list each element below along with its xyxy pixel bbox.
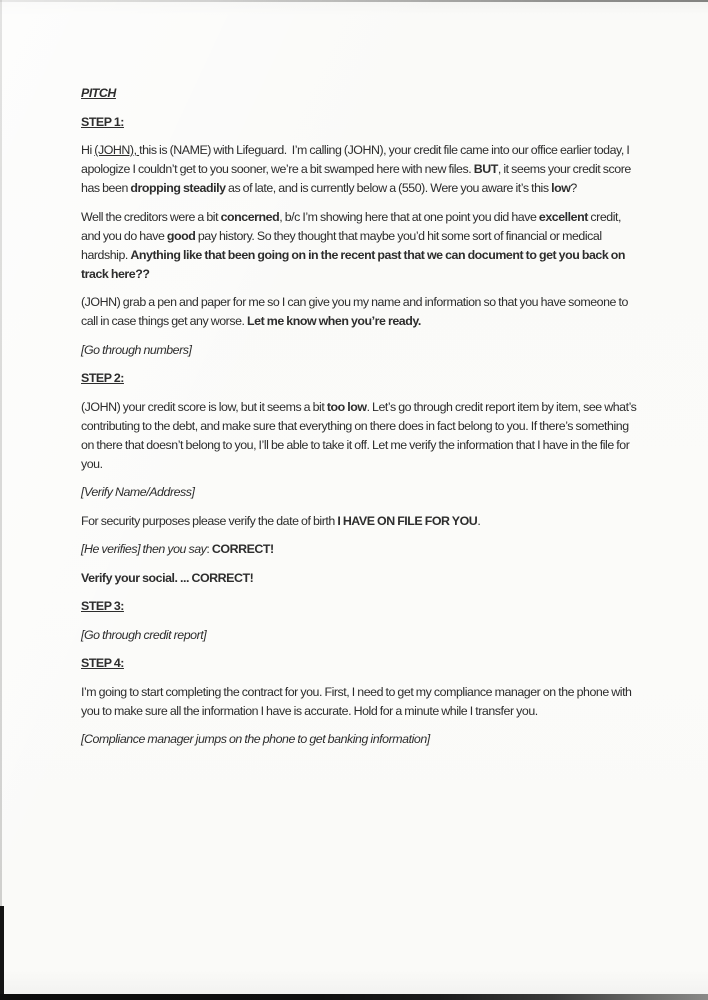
scan-edge-bottom [0, 994, 708, 1000]
step-2-paragraph-1: (JOHN) your credit score is low, but it seems a bit too low. Let’s go through credit report item by item, see what’s contributing to the debt, and make sure that everything on there does in fact belong to you. If there’s something on there that doesn’t belong to you, I’ll be able to take it off. Let me verify the information that I have in the file for you. [81, 399, 639, 471]
scan-edge-left-faint [0, 0, 2, 906]
stage-direction-verify-name-address: [Verify Name/Address] [81, 485, 195, 499]
stage-direction-go-through-credit-report: [Go through credit report] [81, 627, 207, 642]
step-1-heading: STEP 1: [81, 114, 124, 129]
step-2-line-verify-social: Verify your social. ... CORRECT! [81, 570, 254, 585]
step-1-paragraph-2: Well the creditors were a bit concerned, b/c I’m showing here that at one point you did have excellent credit, and you do have good pay history. So they thought that maybe you’d hit some sort of financial or medical hardship. Anything like that been going on in the recent past that we can document to get you back on track here?? [81, 209, 628, 281]
scan-edge-top [0, 0, 708, 2]
pitch-heading: PITCH [81, 86, 116, 100]
step-1-paragraph-3: (JOHN) grab a pen and paper for me so I can give you my name and information so that you have someone to call in case things get any worse. Let me know when you’re ready. [81, 295, 631, 328]
stage-direction-compliance-manager: [Compliance manager jumps on the phone to get banking information] [81, 732, 430, 746]
step-4-paragraph-1: I’m going to start completing the contract for you. First, I need to get my compliance manager on the phone with you to make sure all the information I have is accurate. Hold for a minute while I transfer you. [81, 684, 634, 718]
pitch-script [81, 84, 641, 759]
scan-edge-left [0, 906, 4, 1000]
step-3-heading: STEP 3: [81, 599, 124, 613]
step-2-line-verify-dob-correct: [He verifies] then you say: CORRECT! [81, 542, 274, 556]
step-4-heading: STEP 4: [81, 656, 124, 670]
step-2-paragraph-2: For security purposes please verify the date of birth I HAVE ON FILE FOR YOU. [81, 513, 481, 528]
step-1-paragraph-1: Hi (JOHN), this is (NAME) with Lifeguard. I’m calling (JOHN), your credit file came into our office earlier today, I apologize I couldn’t get to you sooner, we’re a bit swamped here with new files. BUT, it seems your credit score has been dropping steadily as of late, and is currently below a (550). Were you aware it’s this low? [81, 143, 634, 195]
stage-direction-go-through-numbers: [Go through numbers] [81, 342, 192, 357]
step-2-heading: STEP 2: [81, 371, 124, 385]
